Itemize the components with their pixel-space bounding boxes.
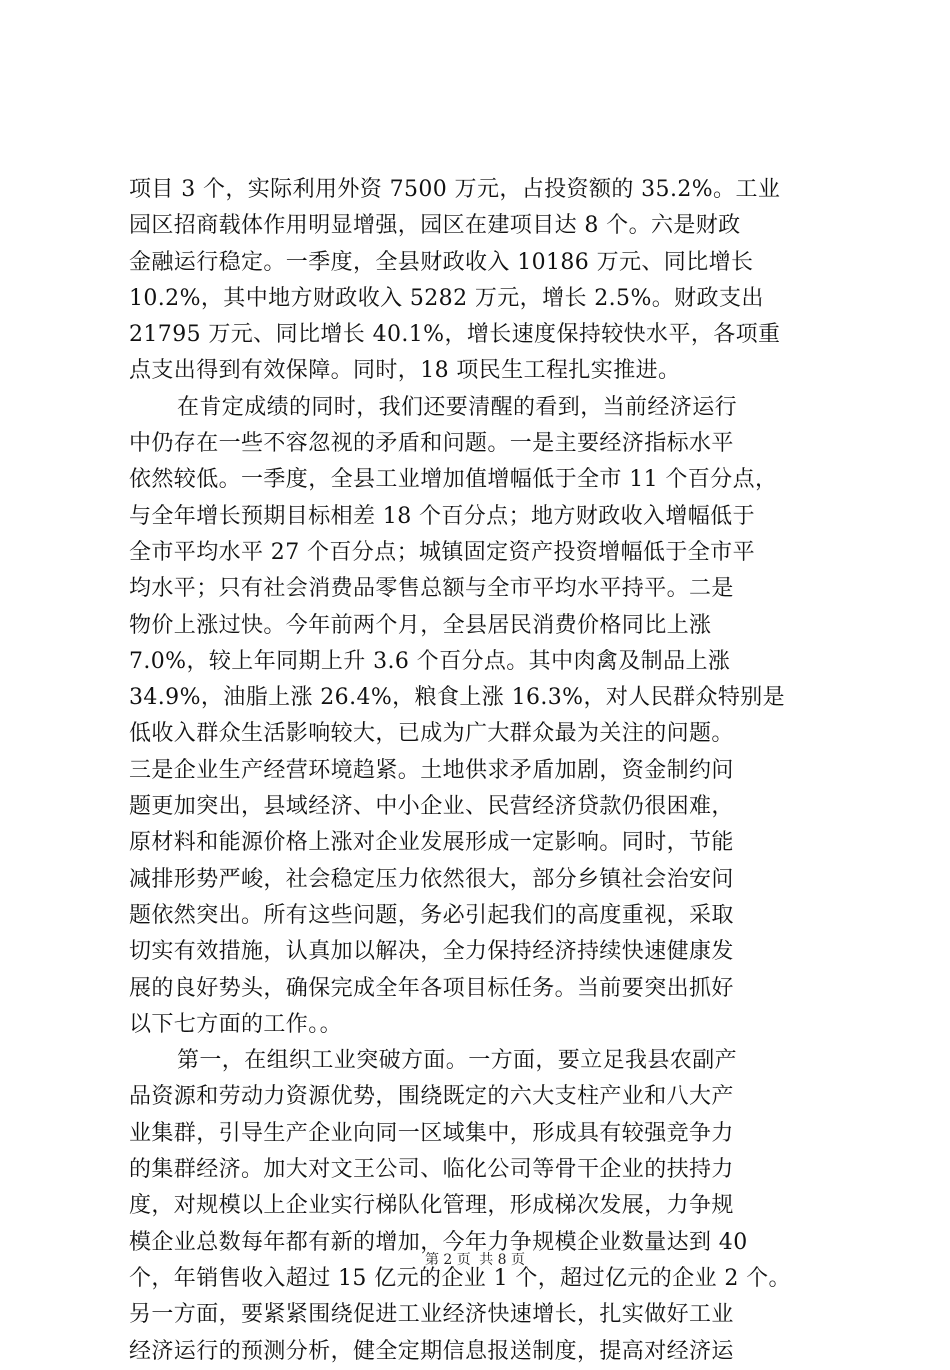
text-line: 10.2%，其中地方财政收入 5282 万元，增长 2.5%。财政支出 — [129, 285, 764, 311]
text-line: 的集群经济。加大对文王公司、临化公司等骨干企业的扶持力 — [129, 1157, 734, 1183]
text-line: 项目 3 个，实际利用外资 7500 万元，占投资额的 35.2%。工业 — [129, 177, 781, 202]
text-line: 依然较低。一季度，全县工业增加值增幅低于全市 11 个百分点， — [129, 467, 778, 493]
text-line: 点支出得到有效保障。同时，18 项民生工程扎实推进。 — [129, 358, 681, 384]
paragraph-first-line: 在肯定成绩的同时，我们还要清醒的看到，当前经济运行 — [177, 394, 738, 420]
text-line: 题更加突出，县域经济、中小企业、民营经济贷款仍很困难， — [129, 794, 734, 820]
text-line: 三是企业生产经营环境趋紧。土地供求矛盾加剧，资金制约问 — [129, 757, 734, 783]
text-line: 中仍存在一些不容忽视的矛盾和问题。一是主要经济指标水平 — [129, 431, 734, 457]
text-line: 品资源和劳动力资源优势，围绕既定的六大支柱产业和八大产 — [129, 1084, 734, 1110]
text-line: 切实有效措施，认真加以解决，全力保持经济持续快速健康发 — [129, 939, 734, 965]
text-line: 另一方面，要紧紧围绕促进工业经济快速增长，扎实做好工业 — [129, 1302, 734, 1328]
text-line: 金融运行稳定。一季度，全县财政收入 10186 万元、同比增长 — [129, 249, 754, 275]
paragraph-first-line: 第一，在组织工业突破方面。一方面，要立足我县农副产 — [177, 1048, 738, 1074]
page-total: 共 8 页 — [479, 1252, 526, 1268]
page-footer — [0, 1249, 950, 1269]
text-line: 度，对规模以上企业实行梯队化管理，形成梯次发展，力争规 — [129, 1193, 734, 1219]
text-line: 业集群，引导生产企业向同一区域集中，形成具有较强竞争力 — [129, 1120, 734, 1146]
text-line: 均水平；只有社会消费品零售总额与全市平均水平持平。二是 — [129, 576, 734, 602]
text-line: 经济运行的预测分析，健全定期信息报送制度，提高对经济运 — [129, 1338, 734, 1364]
text-line: 个，年销售收入超过 15 亿元的企业 1 个，超过亿元的企业 2 个。 — [129, 1265, 791, 1291]
text-line: 全市平均水平 27 个百分点；城镇固定资产投资增幅低于全市平 — [129, 539, 755, 565]
text-line: 7.0%，较上年同期上升 3.6 个百分点。其中肉禽及制品上涨 — [129, 648, 731, 674]
text-line: 以下七方面的工作。。 — [129, 1011, 343, 1037]
text-line: 原材料和能源价格上涨对企业发展形成一定影响。同时，节能 — [129, 830, 734, 856]
text-line: 模企业总数每年都有新的增加，今年力争规模企业数量达到 40 — [129, 1229, 748, 1255]
document-body — [129, 172, 829, 1370]
text-line: 34.9%，油脂上涨 26.4%，粮食上涨 16.3%，对人民群众特别是 — [129, 685, 786, 711]
text-line: 减排形势严峻，社会稳定压力依然很大，部分乡镇社会治安问 — [129, 866, 734, 892]
text-line: 园区招商载体作用明显增强，园区在建项目达 8 个。六是财政 — [129, 213, 741, 239]
text-line: 展的良好势头，确保完成全年各项目标任务。当前要突出抓好 — [129, 975, 734, 1001]
page-number: 第 2 页 — [424, 1252, 471, 1268]
text-line: 物价上涨过快。今年前两个月，全县居民消费价格同比上涨 — [129, 612, 712, 638]
text-line: 21795 万元、同比增长 40.1%，增长速度保持较快水平，各项重 — [129, 322, 781, 348]
text-line: 与全年增长预期目标相差 18 个百分点；地方财政收入增幅低于 — [129, 503, 755, 529]
text-line: 题依然突出。所有这些问题，务必引起我们的高度重视，采取 — [129, 902, 734, 928]
text-line: 低收入群众生活影响较大，已成为广大群众最为关注的问题。 — [129, 721, 734, 747]
